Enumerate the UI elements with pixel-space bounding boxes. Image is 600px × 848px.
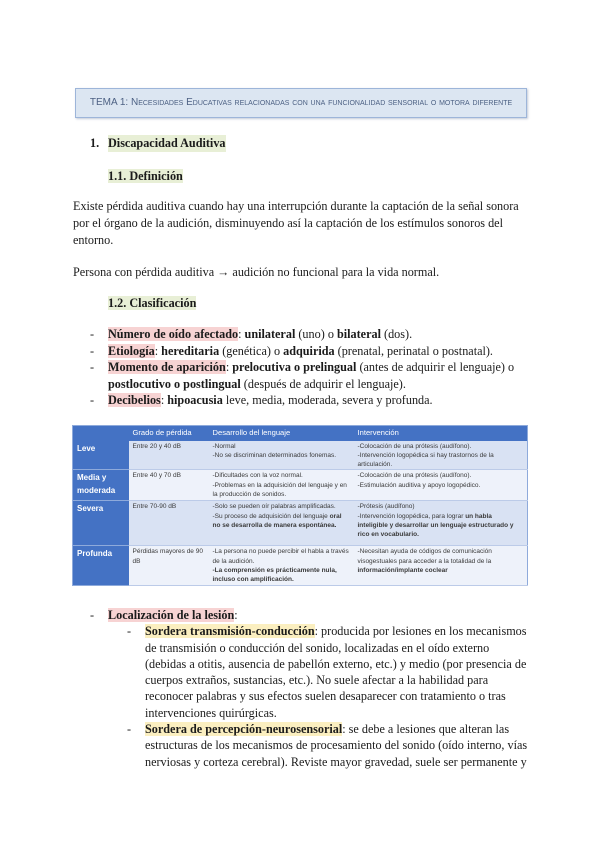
category-label: Decibelios (108, 393, 161, 408)
list-item-momento-aparicion (90, 359, 530, 392)
grado-cell (129, 470, 209, 501)
intervencion-cell (354, 546, 528, 586)
category-label: Localización de la lesión (108, 608, 235, 622)
column-header-grado: Grado de pérdida (129, 426, 209, 441)
type-label: Sordera transmisión-conducción (145, 624, 315, 639)
table-header-row (73, 426, 528, 441)
desarrollo-cell (209, 441, 354, 470)
cell-line: -Intervención logopédica si hay trastornos de la articulación. (357, 451, 494, 469)
cell-line: -Estimulación auditiva y apoyo logopédico. (357, 481, 481, 489)
cell-line: -La persona no puede percibir el habla a través de la audición. (212, 548, 349, 565)
text-run: (prenatal, perinatal o postnatal). (334, 343, 493, 358)
clasificacion-list (90, 326, 530, 409)
table-body (73, 441, 528, 586)
text-run: -Su proceso de adquisición del lenguaje (212, 512, 330, 520)
subheading-definicion (108, 168, 183, 185)
localizacion-list (90, 607, 528, 770)
text-run: : (234, 608, 238, 622)
text-run: : producida por lesiones en los mecanismos de transmisión o conducción del sonido, localizadas en el oído externo (debidas a otitis, ausencia de pabellón externo, etc.) y medio (por presencia de cuerpos extraños, sustancias, etc.). No suele afectar a la habilidad para reconocer palabras y sus efectos suelen desaparecer con tratamiento o tras intervenciones quirúrgicas. (145, 624, 527, 720)
cell-line: Pérdidas mayores de 90 dB (132, 548, 203, 565)
list-bullet: - (127, 722, 132, 737)
list-item-localizacion (90, 607, 528, 623)
bold-term: unilateral (244, 327, 296, 341)
bold-term: adquirida (283, 343, 335, 358)
desarrollo-cell (209, 546, 354, 586)
category-label: Momento de aparición (108, 360, 226, 375)
cell-line: -Normal (212, 442, 236, 450)
column-header-intervencion: Intervención (354, 426, 528, 441)
intervencion-cell (354, 441, 528, 470)
cell-line: -Solo se pueden oír palabras amplificadas. (212, 503, 336, 511)
cell-line (358, 512, 524, 540)
grado-cell (129, 546, 209, 586)
list-bullet: - (90, 343, 95, 358)
list-item-text (145, 721, 528, 770)
list-bullet: - (90, 327, 95, 341)
intervencion-cell (354, 470, 528, 501)
category-label: Etiología (108, 343, 155, 358)
bold-term: bilateral (336, 327, 381, 341)
cell-line (358, 547, 524, 575)
bold-term: hereditaria (161, 343, 220, 358)
nested-item-neurosensorial (127, 721, 528, 770)
text-run: (después de adquirir el lenguaje). (240, 376, 406, 391)
bold-term: prelocutiva o prelingual (232, 360, 357, 375)
desarrollo-cell (209, 501, 354, 546)
list-item-decibelios (90, 392, 530, 409)
list-bullet: - (127, 624, 132, 639)
table-row (73, 470, 528, 501)
grado-cell (129, 441, 209, 470)
list-item-text (108, 343, 530, 360)
bold-run: un habla inteligible y desarrollar un lenguaje estructurado y rico en vocabulario. (357, 512, 514, 539)
cell-line: -No se discriminan determinados fonemas. (212, 451, 337, 459)
bold-term: postlocutivo o postlingual (108, 376, 241, 391)
text-run: (antes de adquirir el lenguaje) o (356, 360, 515, 375)
text-run: (genética) o (219, 343, 284, 358)
topic-header-box (75, 88, 527, 118)
bold-term: hipoacusia (167, 393, 223, 408)
text-run: : (238, 327, 245, 341)
cell-line: -Dificultades con la voz normal. (212, 472, 303, 480)
table-row (73, 546, 528, 586)
row-label: Profunda (73, 546, 129, 586)
type-label: Sordera de percepción-neurosensorial (145, 722, 343, 737)
hearing-loss-table (72, 425, 528, 586)
grado-cell (129, 501, 209, 546)
cell-line: Entre 70-90 dB (132, 503, 177, 511)
list-item-etiologia (90, 343, 530, 360)
bold-run: oral no se desarrolla de manera espontánea. (212, 512, 342, 529)
list-item-text (108, 326, 530, 343)
list-item-text (108, 607, 528, 623)
list-item-numero-oido (90, 326, 530, 343)
text-run: : (154, 343, 162, 358)
list-bullet: - (90, 393, 95, 408)
table-row (73, 441, 528, 470)
list-bullet: - (90, 608, 95, 622)
column-header-desarrollo: Desarrollo del lenguaje (209, 426, 354, 441)
cell-line: -Colocación de una prótesis (audífono). (357, 442, 472, 450)
cell-line: -Prótesis (audífono) (357, 503, 415, 511)
definition-note: Persona con pérdida auditiva → audición no funcional para la vida normal. (73, 265, 440, 279)
text-run: : (225, 360, 233, 375)
nested-item-transmision (127, 623, 528, 721)
list-item-text (145, 623, 528, 721)
text-run: -Intervención logopédica, para lograr (357, 512, 466, 520)
text-run: leve, media, moderada, severa y profunda. (222, 393, 433, 408)
definition-paragraph: Existe pérdida auditiva cuando hay una interrupción durante la captación de la señal sonora por el órgano de la audición, disminuyendo así la captación de los estímulos sonoros del entorno. (73, 199, 519, 247)
category-label: Número de oído afectado (108, 327, 239, 341)
cell-line: -Problemas en la adquisición del lenguaje y en la producción de sonidos. (212, 481, 347, 498)
section-title: Discapacidad Auditiva (108, 136, 226, 150)
table-header (73, 426, 528, 441)
desarrollo-cell (209, 470, 354, 501)
section-number: 1. (90, 136, 100, 150)
table-corner-cell (73, 426, 129, 441)
section-heading (90, 135, 226, 152)
text-run: (dos). (380, 327, 413, 341)
topic-title: TEMA 1: Necesidades Educativas relacionadas con una funcionalidad sensorial o motora diferente (89, 97, 513, 108)
intervencion-cell (354, 501, 528, 546)
row-label: Media y moderada (73, 470, 129, 501)
list-item-text (108, 359, 530, 392)
list-item-text (108, 392, 530, 409)
subheading-text: 1.2. Clasificación (108, 296, 197, 310)
row-label: Leve (73, 441, 129, 470)
table-row (73, 501, 528, 546)
text-run: -Necesitan ayuda de códigos de comunicación visogestuales para acceder a la totalidad de la (357, 548, 492, 565)
cell-line (213, 512, 350, 531)
cell-line: Entre 40 y 70 dB (132, 472, 181, 480)
cell-line: -Colocación de una prótesis (audífono). (357, 472, 472, 480)
cell-line: -La comprensión es prácticamente nula, incluso con amplificación. (212, 566, 337, 584)
text-run: : se debe a lesiones que alteran las estructuras de los mecanismos de procesamiento del sonido (oído interno, vías nerviosas y corteza cerebral). Reviste mayor gravedad, suele ser permanente y (145, 722, 528, 769)
text-run: : (160, 393, 168, 408)
text-run: (uno) o (295, 327, 337, 341)
list-bullet: - (90, 360, 95, 375)
subheading-text: 1.1. Definición (108, 169, 183, 183)
bold-run: información/implante coclear (357, 566, 448, 574)
cell-line: Entre 20 y 40 dB (132, 442, 181, 450)
subheading-clasificacion (108, 295, 196, 312)
row-label: Severa (73, 501, 129, 546)
